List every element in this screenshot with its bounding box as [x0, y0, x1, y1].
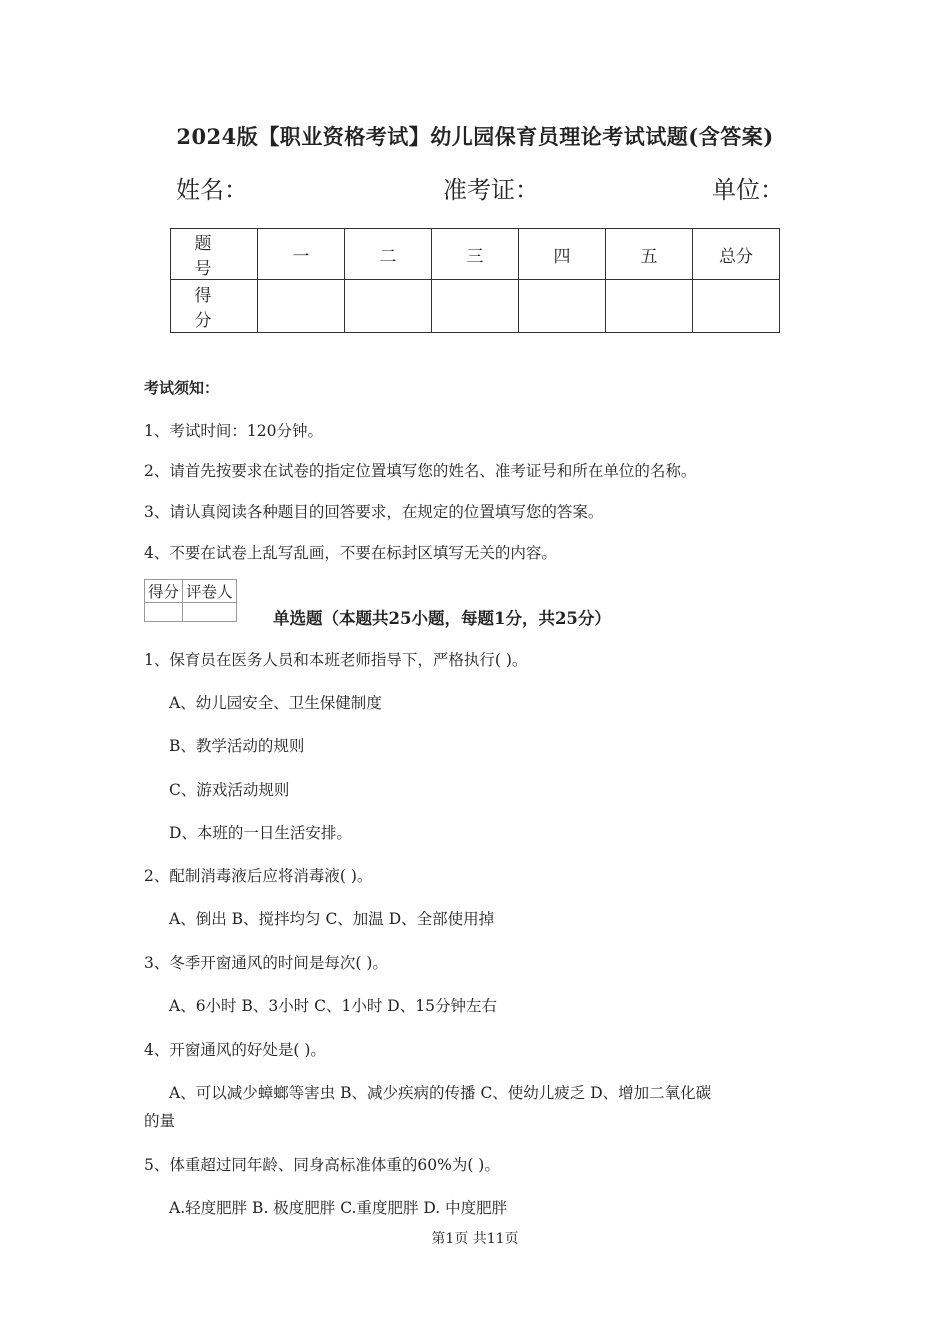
score-label: 得 分 [171, 280, 258, 333]
section-1-score-cell [258, 280, 345, 333]
question-option: B、教学活动的规则 [169, 737, 305, 755]
section-2-header: 二 [345, 229, 432, 280]
section-5-header: 五 [606, 229, 693, 280]
score-table-header-row [171, 229, 780, 280]
section-3-header: 三 [432, 229, 519, 280]
total-header: 总分 [693, 229, 780, 280]
question-options-wrap: 的量 [144, 1112, 176, 1130]
score-table [170, 228, 780, 333]
question-options: A、倒出 B、搅拌均匀 C、加温 D、全部使用掉 [169, 910, 495, 928]
notice-item: 3、请认真阅读各种题目的回答要求，在规定的位置填写您的答案。 [144, 503, 604, 521]
notice-item: 2、请首先按要求在试卷的指定位置填写您的姓名、准考证号和所在单位的名称。 [144, 462, 697, 480]
grader-box [144, 579, 237, 622]
question-stem: 5、体重超过同年龄、同身高标准体重的60%为( )。 [144, 1156, 500, 1174]
question-stem: 4、开窗通风的好处是( )。 [144, 1041, 326, 1059]
section-2-score-cell [345, 280, 432, 333]
question-stem: 3、冬季开窗通风的时间是每次( )。 [144, 954, 388, 972]
question-stem: 1、保育员在医务人员和本班老师指导下，严格执行( )。 [144, 651, 528, 669]
question-stem: 2、配制消毒液后应将消毒液( )。 [144, 867, 373, 885]
page-number: 第1页 共11页 [431, 1231, 519, 1247]
grader-name-label: 评卷人 [183, 580, 237, 603]
question-option: A、幼儿园安全、卫生保健制度 [169, 694, 382, 712]
grader-score-cell [145, 603, 183, 622]
section-1-header: 一 [258, 229, 345, 280]
section-heading: 单选题（本题共25小题，每题1分，共25分） [273, 609, 611, 628]
section-4-header: 四 [519, 229, 606, 280]
name-label: 姓名： [176, 176, 248, 204]
question-options: A、可以减少蟑螂等害虫 B、减少疾病的传播 C、使幼儿疲乏 D、增加二氧化碳 [169, 1084, 712, 1102]
total-score-cell [693, 280, 780, 333]
notice-item: 4、不要在试卷上乱写乱画，不要在标封区填写无关的内容。 [144, 544, 557, 562]
grader-score-label: 得分 [145, 580, 183, 603]
question-options: A、6小时 B、3小时 C、1小时 D、15分钟左右 [169, 997, 497, 1015]
question-option: C、游戏活动规则 [169, 781, 290, 799]
score-table-score-row [171, 280, 780, 333]
notice-item: 1、考试时间：120分钟。 [144, 422, 323, 440]
grader-name-cell [183, 603, 237, 622]
exam-id-label: 准考证： [443, 176, 539, 204]
notice-heading: 考试须知： [144, 379, 220, 397]
section-4-score-cell [519, 280, 606, 333]
document-title: 2024版【职业资格考试】幼儿园保育员理论考试试题(含答案) [176, 124, 774, 149]
question-number-label: 题 号 [171, 229, 258, 280]
question-option: D、本班的一日生活安排。 [169, 824, 352, 842]
section-3-score-cell [432, 280, 519, 333]
question-options: A.轻度肥胖 B. 极度肥胖 C.重度肥胖 D. 中度肥胖 [169, 1199, 508, 1217]
section-5-score-cell [606, 280, 693, 333]
unit-label: 单位： [712, 176, 784, 204]
